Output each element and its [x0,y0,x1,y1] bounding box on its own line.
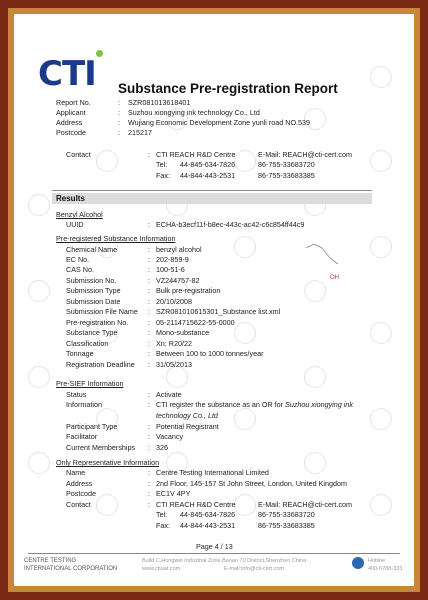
colon: : [148,318,150,327]
registration-deadline-value: 31/05/2013 [156,360,192,369]
report-title: Substance Pre-registration Report [118,81,338,96]
watermark-seal [370,408,392,430]
colon: : [148,468,150,477]
or-name-label: Name [66,468,86,477]
submission-type-label: Submission Type [66,286,121,295]
footer-address: Build C,Hongwei Industrial Zone,Baoan 70 District,Shenzhen China [142,558,307,564]
colon: : [118,128,120,137]
colon: : [148,390,150,399]
colon: : [148,276,150,285]
pre-registration-no-label: Pre-registration No. [66,318,129,327]
pre-sief-heading: Pre-SIEF Information [56,379,124,388]
status-value: Activate [156,390,182,399]
pre-registration-no-value: 05-2114715622-55-0000 [156,318,235,327]
footer-website: www.ctiuat.com [142,566,181,572]
watermark-seal [370,494,392,516]
colon: : [148,360,150,369]
colon: : [148,400,150,409]
current-memberships-label: Current Memberships [66,443,136,452]
colon: : [148,422,150,431]
postcode-label: Postcode [56,128,86,137]
contact-name: CTI REACH R&D Centre [156,150,236,159]
watermark-seal [370,66,392,88]
logo-text: CTI [38,54,96,94]
report-page [14,14,414,586]
or-address-label: Address [66,479,93,488]
registration-deadline-label: Registration Deadline [66,360,135,369]
divider [52,190,372,191]
report-no-label: Report No. [56,98,91,107]
colon: : [148,328,150,337]
postcode-value: 215217 [128,128,152,137]
contact-email: E-Mail: REACH@cti-cert.com [258,150,352,159]
or-fax-label: Fax: [156,521,170,530]
hydroxyl-label: OH [330,275,339,281]
only-representative-heading: Only Representative Information [56,458,160,467]
chemical-name-value: benzyl alcohol [156,245,202,254]
substance-heading: Benzyl Alcohol [56,210,103,219]
page-number: Page 4 / 13 [196,542,233,551]
classification-value: Xn; R20/22 [156,339,192,348]
or-postcode-value: EC1V 4PY [156,489,191,498]
current-memberships-value: 326 [156,443,168,452]
watermark-seal [28,280,50,302]
watermark-seal [304,366,326,388]
colon: : [118,98,120,107]
colon: : [148,349,150,358]
watermark-seal [166,366,188,388]
watermark-seal [96,494,118,516]
cti-logo [38,54,96,94]
pre-registered-heading: Pre-registered Substance Information [56,234,176,243]
hotline-label: Hotline [368,558,386,564]
colon: : [148,307,150,316]
information-value-line1 [156,400,353,409]
applicant-value: Suzhou xiongying ink technology Co., Ltd [128,108,260,117]
information-value-line2: technology Co., Ltd [156,411,218,420]
classification-label: Classification [66,339,109,348]
or-contact-label: Contact [66,500,91,509]
colon: : [148,489,150,498]
facilitator-label: Facilitator [66,432,98,441]
watermark-seal [234,408,256,430]
or-name-value: Centre Testing International Limited [156,468,269,477]
address-value: Wujiang Economic Development Zone yunli road NO.539 [128,118,311,127]
footer-company-line2: INTERNATIONAL CORPORATION [24,566,118,572]
molecule-bond [322,248,338,264]
ec-no-value: 202-859-9 [156,255,189,264]
status-label: Status [66,390,87,399]
or-postcode-label: Postcode [66,489,96,498]
or-tel-number-uk: 44-845-634-7826 [180,510,236,519]
fax-number-cn: 86-755-33683385 [258,171,315,180]
watermark-seal [234,236,256,258]
results-heading: Results [56,194,85,203]
submission-date-label: Submission Date [66,297,121,306]
fax-number-uk: 44-844-443-2531 [180,171,236,180]
or-tel-label: Tel: [156,510,168,519]
ec-no-label: EC No. [66,255,90,264]
watermark-seal [234,322,256,344]
footer-email: E-mail:info@cti-cert.com [224,566,284,572]
watermark-seal [234,150,256,172]
facilitator-value: Vacancy [156,432,184,441]
colon: : [148,500,150,509]
tonnage-value: Between 100 to 1000 tonnes/year [156,349,264,358]
information-text: CTI register the substance as an OR for [156,400,286,409]
molecule-structure-image [302,244,350,284]
submission-no-label: Submission No. [66,276,117,285]
fax-label: Fax: [156,171,170,180]
submission-file-value: SZR081010615301_Substance list.xml [156,307,281,316]
colon: : [118,108,120,117]
watermark-seal [370,150,392,172]
watermark-seal [370,322,392,344]
colon: : [148,255,150,264]
colon: : [148,432,150,441]
colon: : [148,479,150,488]
tonnage-label: Tonnage [66,349,94,358]
submission-no-value: VZ244757-82 [156,276,200,285]
tel-label: Tel: [156,160,168,169]
information-company: Suzhou xiongying ink [285,400,353,409]
colon: : [148,220,150,229]
uuid-value: ECHA-b3ecf11f-b8ec-443c-ac42-c6c854ff44c9 [156,220,305,229]
or-fax-number-cn: 86-755-33683385 [258,521,315,530]
watermark-seal [28,194,50,216]
results-bar [52,193,372,204]
watermark-seal [370,236,392,258]
colon: : [148,297,150,306]
substance-type-value: Mono-substance [156,328,210,337]
footer-company-line1: CENTRE TESTING [24,558,77,564]
cas-no-label: CAS No. [66,265,94,274]
or-fax-number-uk: 44-844-443-2531 [180,521,236,530]
or-address-value: 2nd Floor, 145-157 St John Street, London, United Kingdom [156,479,347,488]
applicant-label: Applicant [56,108,86,117]
watermark-seal [28,452,50,474]
hotline-icon [352,557,364,569]
colon: : [148,339,150,348]
submission-type-value: Bulk pre-registration [156,286,221,295]
watermark-seal [234,494,256,516]
colon: : [118,118,120,127]
cas-no-value: 100-51-6 [156,265,185,274]
watermark-seal [96,150,118,172]
hotline-number: 400-6788-333 [368,566,403,572]
or-tel-number-cn: 86-755-33683720 [258,510,315,519]
participant-type-label: Participant Type [66,422,118,431]
uuid-label: UUID [66,220,84,229]
colon: : [148,443,150,452]
logo-dot [96,50,103,57]
or-contact-email: E-Mail: REACH@cti-cert.com [258,500,352,509]
tel-number-uk: 44-845-634-7826 [180,160,236,169]
watermark-seal [28,366,50,388]
report-no-value: SZR081013618401 [128,98,191,107]
submission-file-label: Submission File Name [66,307,138,316]
submission-date-value: 20/10/2008 [156,297,192,306]
chemical-name-label: Chemical Name [66,245,118,254]
watermark-seal [304,452,326,474]
participant-type-value: Potential Registrant [156,422,219,431]
tel-number-cn: 86-755-33683720 [258,160,315,169]
colon: : [148,265,150,274]
address-label: Address [56,118,83,127]
colon: : [148,286,150,295]
information-label: Information [66,400,102,409]
or-contact-name: CTI REACH R&D Centre [156,500,236,509]
molecule-bond [306,244,322,248]
contact-label: Contact [66,150,91,159]
colon: : [148,150,150,159]
footer-divider [28,553,400,554]
colon: : [148,245,150,254]
substance-type-label: Substance Type [66,328,118,337]
